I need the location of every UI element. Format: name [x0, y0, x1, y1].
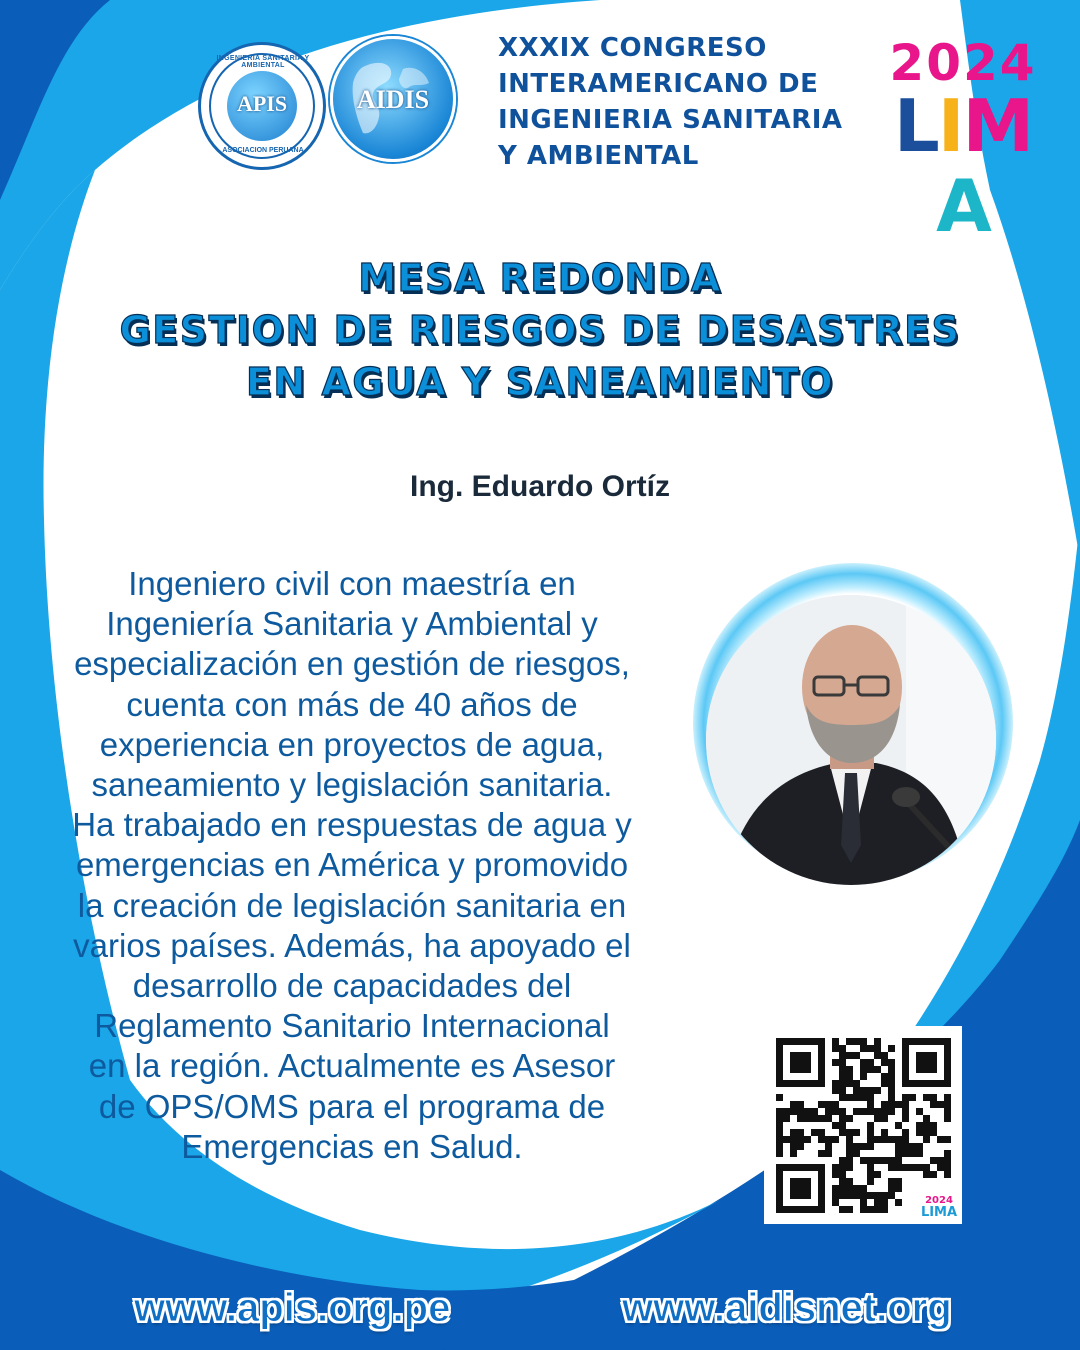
bio-line: saneamiento y legislación sanitaria.	[91, 766, 613, 804]
congress-line: INTERAMERICANO DE	[498, 69, 819, 99]
apis-logo-ring-top-text: INGENIERIA SANITARIA Y AMBIENTAL	[216, 55, 310, 69]
speaker-portrait-icon	[706, 595, 996, 885]
bio-line: Ha trabajado en respuestas de agua y	[72, 806, 632, 844]
apis-website-link[interactable]: www.apis.org.pe	[134, 1286, 451, 1330]
congress-heading	[498, 30, 858, 174]
bio-line: en la región. Actualmente es Asesor	[88, 1047, 616, 1085]
lima-letter: I	[937, 84, 963, 168]
lima-letter: A	[936, 164, 990, 248]
bio-line: desarrollo de capacidades del	[132, 967, 572, 1005]
bio-line: Ingeniero civil con maestría en	[128, 565, 576, 602]
bio-line: Ingeniería Sanitaria y Ambiental y	[106, 605, 598, 643]
congress-line: XXXIX CONGRESO	[498, 33, 767, 63]
apis-logo-text: APIS	[236, 91, 288, 116]
lima-logo-year: 2024	[889, 34, 1037, 92]
lima-letter: M	[962, 84, 1033, 168]
bio-line: la creación de legislación sanitaria en	[77, 886, 627, 924]
apis-logo	[198, 42, 326, 170]
event-title	[0, 252, 1080, 408]
qr-lima-logo	[914, 1196, 964, 1220]
title-line: MESA REDONDA	[358, 256, 722, 300]
lima-logo-word	[868, 86, 1058, 246]
title-line: EN AGUA Y SANEAMIENTO	[245, 360, 835, 404]
speaker-photo	[706, 595, 996, 885]
bio-line: cuenta con más de 40 años de	[126, 685, 578, 723]
bio-line: emergencias en América y promovido	[75, 846, 629, 884]
bio-line: Reglamento Sanitario Internacional	[94, 1007, 610, 1045]
apis-logo-ring-bottom-text: ASOCIACION PERUANA	[222, 147, 304, 154]
speaker-bio	[34, 564, 670, 1167]
bio-line: de OPS/OMS para el programa de	[98, 1087, 606, 1125]
aidis-logo-text: AIDIS	[356, 85, 430, 114]
bio-line: Emergencias en Salud.	[181, 1127, 523, 1165]
lima-letter: L	[893, 84, 938, 168]
title-line: GESTION DE RIESGOS DE DESASTRES	[119, 308, 961, 352]
congress-line: Y AMBIENTAL	[498, 141, 699, 171]
bio-line: especialización en gestión de riesgos,	[74, 645, 630, 683]
qr-logo-word: LIMA	[920, 1205, 958, 1220]
speaker-name: Ing. Eduardo Ortíz	[410, 470, 670, 503]
aidis-website-link[interactable]: www.aidisnet.org	[622, 1286, 952, 1330]
aidis-logo	[330, 36, 456, 162]
congress-line: INGENIERIA SANITARIA	[498, 105, 843, 135]
bio-line: experiencia en proyectos de agua,	[99, 725, 605, 763]
bio-line: varios países. Además, ha apoyado el	[73, 926, 631, 964]
qr-logo-year: 2024	[925, 1195, 953, 1206]
